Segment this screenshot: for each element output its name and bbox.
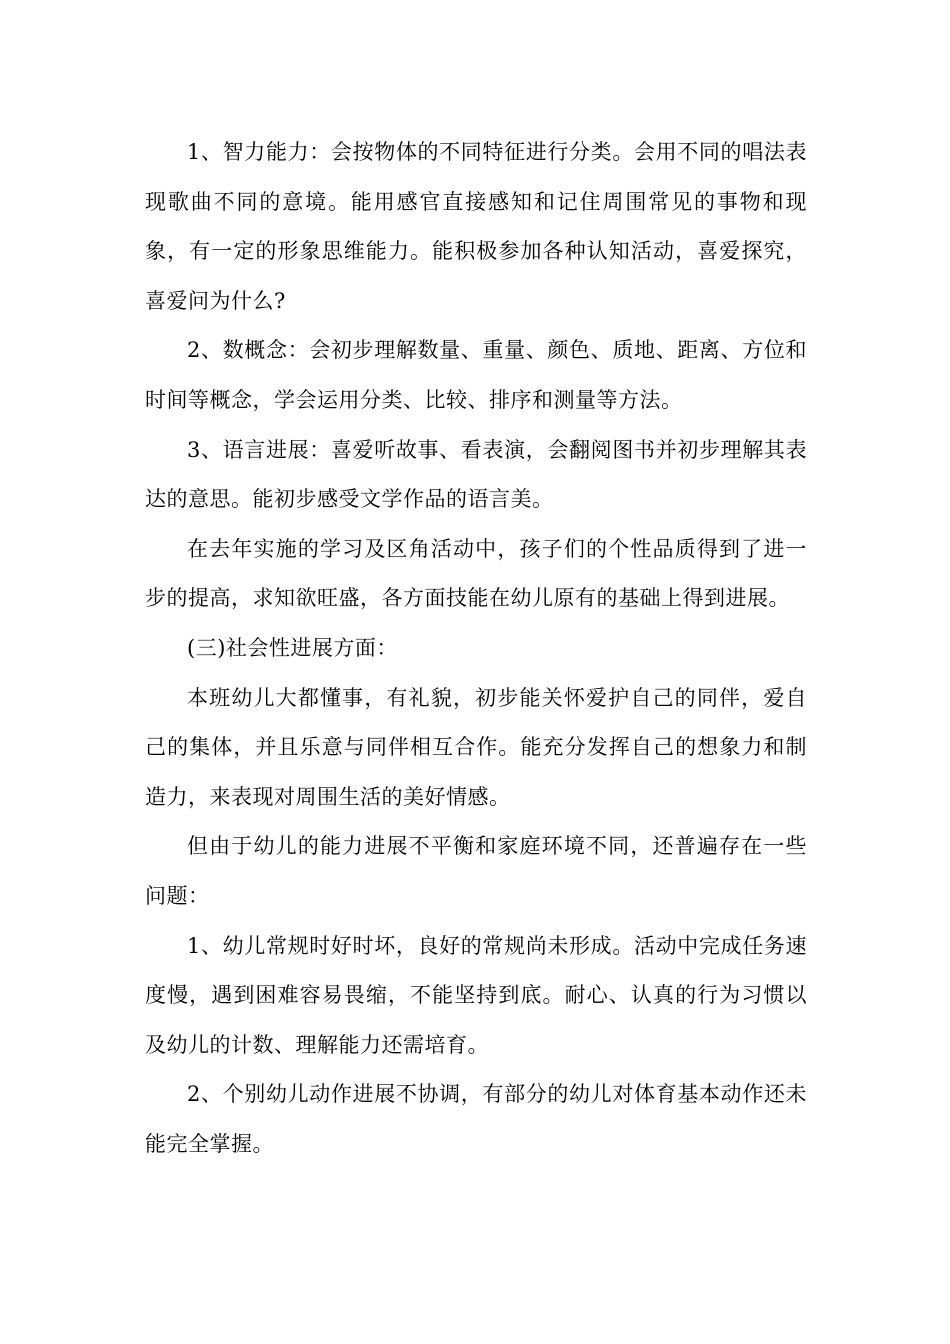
paragraph-learning-activities: 在去年实施的学习及区角活动中，孩子们的个性品质得到了进一步的提高，求知欲旺盛，各方面技能在幼儿原有的基础上得到进展。 <box>145 536 807 611</box>
paragraph-social-behavior: 本班幼儿大都懂事，有礼貌，初步能关怀爱护自己的同伴，爱自己的集体，并且乐意与同伴相互合作。能充分发挥自己的想象力和制造力，来表现对周围生活的美好情感。 <box>145 685 807 809</box>
paragraph-language: 3、语言进展：喜爱听故事、看表演，会翻阅图书并初步理解其表达的意思。能初步感受文学作品的语言美。 <box>145 437 807 512</box>
document-body <box>145 128 807 1169</box>
paragraph-intelligence: 1、智力能力：会按物体的不同特征进行分类。会用不同的唱法表现歌曲不同的意境。能用感官直接感知和记住周围常见的事物和现象，有一定的形象思维能力。能积极参加各种认知活动，喜爱探究，喜爱问为什么? <box>145 140 807 313</box>
section-heading-social: (三)社会性进展方面： <box>187 635 398 660</box>
paragraph-problem-motor: 2、个别幼儿动作进展不协调，有部分的幼儿对体育基本动作还未能完全掌握。 <box>145 1082 807 1156</box>
paragraph-problems-intro: 但由于幼儿的能力进展不平衡和家庭环境不同，还普遍存在一些问题： <box>145 834 807 908</box>
paragraph-problem-routine: 1、幼儿常规时好时坏，良好的常规尚未形成。活动中完成任务速度慢，遇到困难容易畏缩，不能坚持到底。耐心、认真的行为习惯以及幼儿的计数、理解能力还需培育。 <box>145 933 807 1057</box>
paragraph-number-concept: 2、数概念：会初步理解数量、重量、颜色、质地、距离、方位和时间等概念，学会运用分类、比较、排序和测量等方法。 <box>145 338 807 412</box>
